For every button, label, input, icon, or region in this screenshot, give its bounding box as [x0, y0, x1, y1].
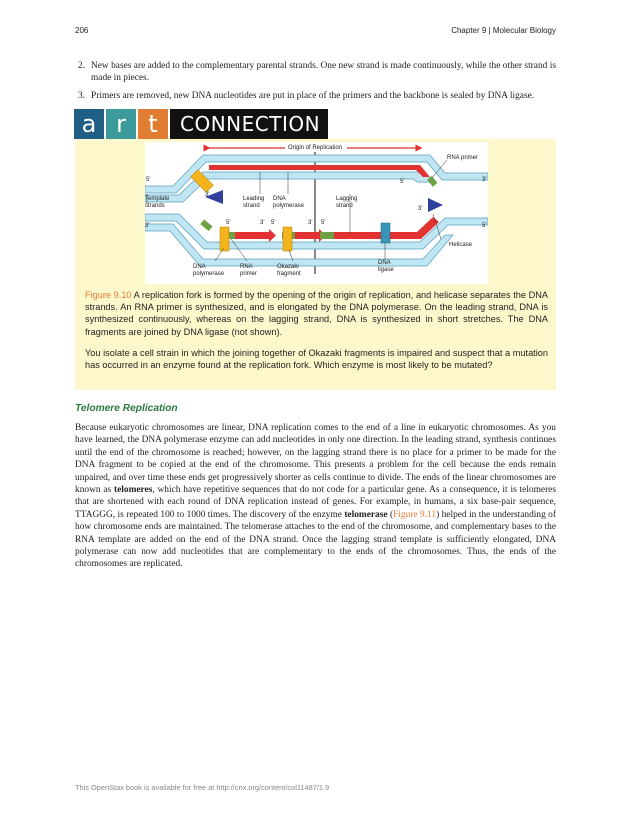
- lagging-fragment-1-head: [269, 229, 276, 242]
- banner-word: CONNECTION: [170, 109, 328, 139]
- leading-strand-label: Leading strand: [243, 196, 265, 209]
- dna-polymerase-top-label: DNA polymerase: [273, 196, 305, 209]
- art-question: You isolate a cell strain in which the joining together of Okazaki fragments is impaired and suspect that a mutation has occurred in an enzyme found at the replication fork. Which enzyme is most likely to be mutated?: [85, 348, 548, 371]
- caption-text: A replication fork is formed by the opening of the origin of replication, and helicase separates the DNA strands. An RNA primer is synthesized, and is elongated by the DNA polymerase. On the leading strand, DNA is synthesized continuously, whereas on the lagging strand, DNA is synthesized in short stretches. The DNA fragments are joined by DNA ligase (not shown).: [85, 290, 548, 337]
- okazaki-fragment-label: Okazaki fragment: [277, 264, 301, 277]
- strand-end-label: 5': [146, 177, 151, 183]
- section-body: [75, 422, 556, 571]
- rna-primer-4: [200, 219, 212, 231]
- strand-end-label: 5': [400, 179, 405, 185]
- list-item: [75, 60, 556, 85]
- body-text: Because eukaryotic chromosomes are linear, DNA replication comes to the end of a line in eukaryotic chromosomes. As you have learned, the DNA polymerase enzyme can add nucleotides in only one direction. In the leading strand, synthesis continues until the end of the chromosome is reached; however, on the lagging strand there is no place for a primer to be made for the DNA fragment to be copied at the end of the chromosome. This presents a problem for the cell because the ends remain unpaired, and over time these ends get progressively shorter as cells continue to divide. The ends of the linear chromosomes are known as: [75, 423, 556, 496]
- strand-end-label: 5': [321, 220, 326, 226]
- dna-polymerase-lagging-2: [283, 227, 292, 251]
- lagging-fragment-2: [295, 232, 319, 239]
- list-item: [75, 90, 556, 102]
- strand-end-label: 3': [482, 177, 487, 183]
- rna-primer-bottom-label: RNA primer: [240, 264, 258, 277]
- figure-number: Figure 9.10: [85, 290, 132, 300]
- strand-end-label: 3': [205, 192, 210, 198]
- steps-list: [75, 60, 556, 107]
- replication-fork-diagram: [145, 142, 488, 284]
- rna-primer-3: [320, 232, 334, 239]
- page-footer: This OpenStax book is available for free at http://cnx.org/content/col11487/1.9: [75, 783, 330, 792]
- lagging-strand-label: Lagging strand: [336, 196, 358, 209]
- strand-end-label: 5': [271, 220, 276, 226]
- dna-polymerase-bottom-label: DNA polymerase: [193, 264, 225, 277]
- strand-end-label: 5': [482, 223, 487, 229]
- figure-link[interactable]: Figure 9.11: [393, 509, 437, 520]
- term-telomeres: telomeres: [114, 485, 153, 496]
- lagging-fragment-1: [233, 232, 269, 239]
- strand-end-label: 3': [418, 206, 423, 212]
- banner-letter-t: t: [138, 109, 168, 139]
- body-text: (: [387, 509, 394, 520]
- body-text: , which have repetitive sequences that do not code for a particular gene. As a consequence, it is telomeres that are shortened with each round of DNA replication instead of genes. For example, in humans, a six base-pair sequence, TTAGGG, is repeated 100 to 1000 times. The discovery of the enzyme: [75, 485, 556, 520]
- strand-end-label: 3': [145, 223, 150, 229]
- dna-polymerase-lagging-1: [220, 227, 229, 251]
- origin-label: Origin of Replication: [288, 145, 343, 151]
- term-telomerase: telomerase: [344, 509, 388, 520]
- chapter-title: Chapter 9 | Molecular Biology: [451, 26, 556, 35]
- template-strands-label: Template strands: [145, 196, 170, 209]
- strand-end-label: 5': [226, 220, 231, 226]
- replication-fork-figure: [145, 142, 488, 284]
- dna-ligase-shape: [381, 223, 390, 243]
- page-number: 206: [75, 26, 89, 35]
- step-text: Primers are removed, new DNA nucleotides are put in place of the primers and the backbone is sealed by DNA ligase.: [91, 90, 535, 101]
- step-number: 3.: [78, 90, 86, 101]
- banner-letter-a: a: [74, 109, 104, 139]
- strand-end-label: 3': [260, 220, 265, 226]
- figure-caption: [85, 289, 548, 338]
- helicase-right: [428, 198, 443, 212]
- helicase-label: Helicase: [449, 242, 473, 248]
- step-text: New bases are added to the complementary parental strands. One new strand is made continuously, while the other strand is made in pieces.: [91, 61, 556, 84]
- section-heading: Telomere Replication: [75, 403, 178, 414]
- rna-primer-top-label: RNA primer: [447, 155, 479, 161]
- strand-end-label: 3': [308, 220, 313, 226]
- art-connection-banner: [74, 109, 328, 139]
- body-text: ) helped in the understanding of how chromosome ends are maintained. The telomerase attaches to the end of the chromosome, and complementary bases to the RNA template are added on the end of the DNA strand. Once the lagging strand template is sufficiently elongated, DNA polymerase can now add nucleotides that are complementary to the ends of the chromosomes. Thus, the ends of the chromosomes are replicated.: [75, 509, 556, 570]
- banner-letter-r: r: [106, 109, 136, 139]
- dna-ligase-label: DNA ligase: [378, 260, 394, 273]
- step-number: 2.: [78, 61, 86, 71]
